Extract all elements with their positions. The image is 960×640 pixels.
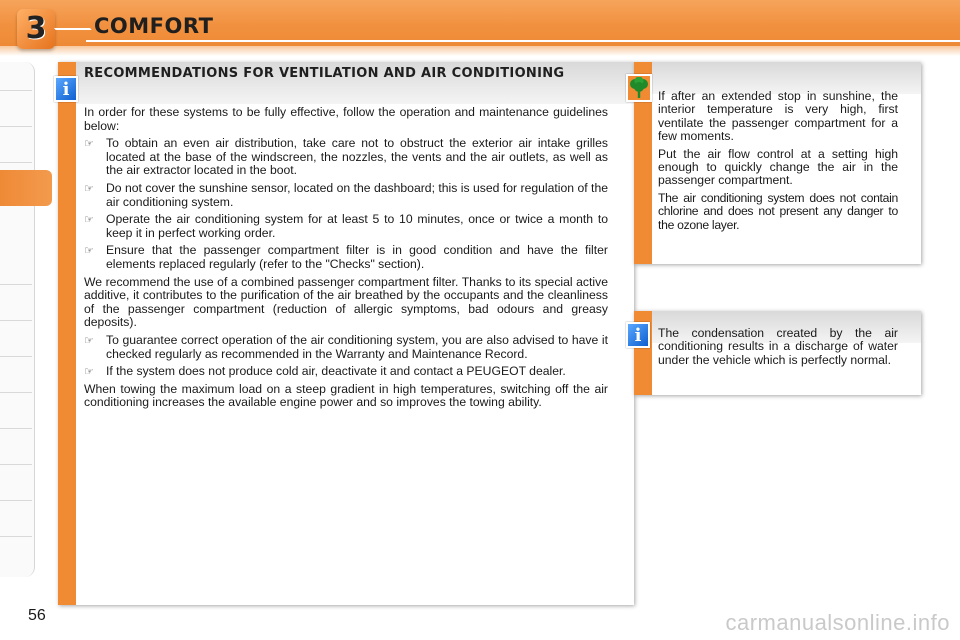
pointing-hand-icon: ☞ bbox=[84, 244, 94, 258]
condensation-panel bbox=[634, 311, 921, 395]
list-item bbox=[84, 365, 608, 379]
list-item bbox=[84, 244, 608, 271]
pointing-hand-icon: ☞ bbox=[84, 137, 94, 151]
page-number: 56 bbox=[28, 607, 46, 624]
eco-panel-body bbox=[658, 90, 898, 236]
tree-icon-graphic bbox=[629, 77, 649, 99]
filter-note: We recommend the use of a combined passenger compartment filter. Thanks to its special active additive, it contributes to the purification of the air breathed by the occupants and the cleanliness of the passenger compartment (reduction of allergic symptoms, bad odours and greasy deposits). bbox=[84, 274, 608, 330]
header-divider-line bbox=[86, 40, 960, 42]
chapter-tab-5[interactable] bbox=[0, 284, 32, 285]
chapter-tab-1[interactable] bbox=[0, 90, 32, 91]
chapter-tab-3[interactable] bbox=[0, 162, 32, 163]
eco-paragraph: The air conditioning system does not contain chlorine and does not present any danger to the ozone layer. bbox=[658, 190, 898, 232]
list-item-text: To obtain an even air distribution, take care not to obstruct the exterior air intake grilles located at the base of the windscreen, the nozzles, the vents and the air outlets, as well as the air extractor located in the boot. bbox=[106, 136, 608, 178]
list-item bbox=[84, 334, 608, 361]
info-icon: i bbox=[54, 76, 78, 102]
pointing-hand-icon: ☞ bbox=[84, 181, 94, 195]
outro-paragraph: When towing the maximum load on a steep gradient in high temperatures, switching off the air conditioning increases the available engine power and so improves the towing ability. bbox=[84, 381, 608, 410]
chapter-tab-10[interactable] bbox=[0, 464, 32, 465]
list-item-text: Do not cover the sunshine sensor, located on the dashboard; this is used for regulation of the air conditioning system. bbox=[106, 180, 608, 209]
chapter-tab-active[interactable] bbox=[0, 170, 52, 206]
chapter-tab-9[interactable] bbox=[0, 428, 32, 429]
list-item bbox=[84, 213, 608, 240]
chapter-tab-8[interactable] bbox=[0, 392, 32, 393]
chapter-tab-6[interactable] bbox=[0, 320, 32, 321]
eco-panel bbox=[634, 62, 921, 264]
chapter-title: COMFORT bbox=[94, 14, 214, 38]
list-item bbox=[84, 182, 608, 209]
pointing-hand-icon: ☞ bbox=[84, 213, 94, 227]
eco-paragraph: If after an extended stop in sunshine, the interior temperature is very high, first ventilate the passenger compartment for a few moments. bbox=[658, 89, 898, 144]
list-item-text: To guarantee correct operation of the air conditioning system, you are also advised to have it checked regularly as recommended in the Warranty and Maintenance Record. bbox=[106, 332, 608, 361]
condensation-panel-body bbox=[658, 327, 898, 371]
chapter-tab-7[interactable] bbox=[0, 356, 32, 357]
chapter-tab-12[interactable] bbox=[0, 536, 32, 537]
list-item-text: If the system does not produce cold air, deactivate it and contact a PEUGEOT dealer. bbox=[106, 364, 566, 379]
pointing-hand-icon: ☞ bbox=[84, 365, 94, 379]
list-item-text: Operate the air conditioning system for at least 5 to 10 minutes, once or twice a month to keep it in perfect working order. bbox=[106, 212, 608, 240]
list-item bbox=[84, 137, 608, 178]
intro-paragraph: In order for these systems to be fully effective, follow the operation and maintenance guidelines below: bbox=[84, 105, 608, 133]
header-fade bbox=[0, 46, 960, 56]
chapter-tabs bbox=[0, 62, 35, 577]
chapter-tab-11[interactable] bbox=[0, 500, 32, 501]
pointing-hand-icon: ☞ bbox=[84, 333, 94, 347]
chapter-badge bbox=[17, 9, 55, 49]
tree-icon bbox=[626, 74, 652, 102]
chapter-tab-2[interactable] bbox=[0, 126, 32, 127]
panel-title: RECOMMENDATIONS FOR VENTILATION AND AIR CONDITIONING bbox=[84, 66, 565, 81]
watermark: carmanualsonline.info bbox=[725, 610, 950, 635]
info-icon: i bbox=[626, 322, 650, 348]
eco-paragraph: Put the air flow control at a setting high enough to quickly change the air in the passenger compartment. bbox=[658, 146, 898, 188]
recommendations-panel bbox=[58, 62, 634, 605]
panel-body bbox=[84, 106, 608, 414]
list-item-text: Ensure that the passenger compartment filter is in good condition and have the filter elements replaced regularly (refer to the "Checks" section). bbox=[106, 243, 608, 271]
chapter-number: 3 bbox=[25, 11, 47, 46]
condensation-text: The condensation created by the air conditioning results in a discharge of water under the vehicle which is perfectly normal. bbox=[658, 326, 898, 367]
